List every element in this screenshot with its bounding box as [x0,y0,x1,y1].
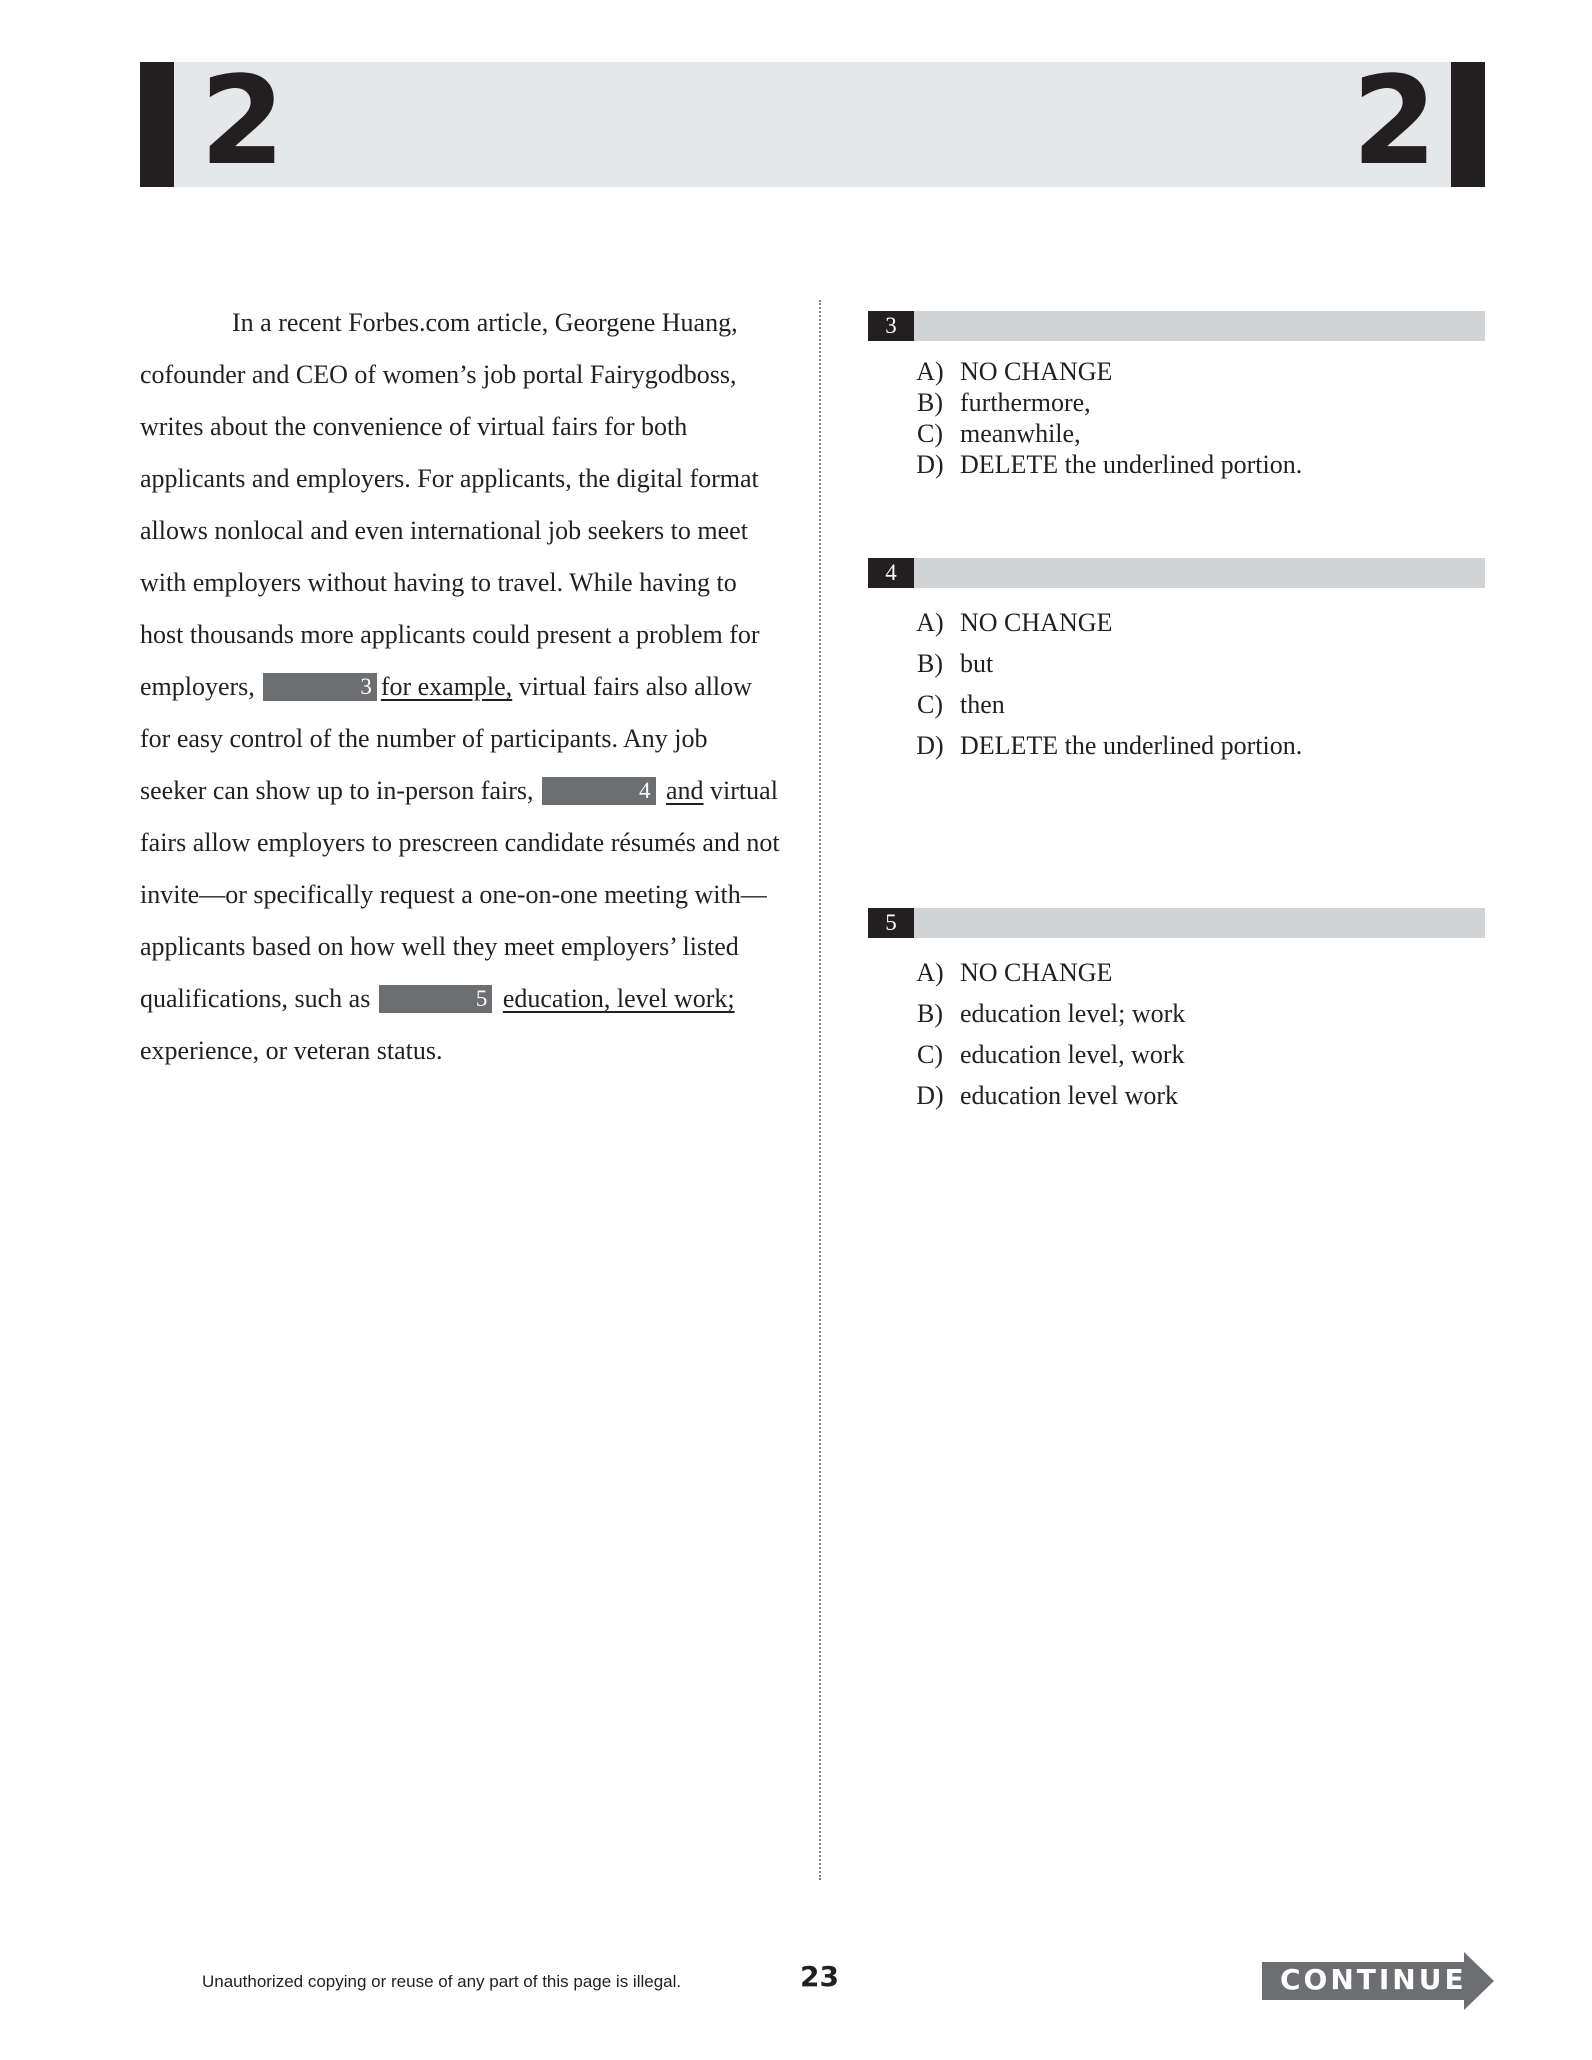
answer-choice[interactable]: C) education level, work [917,1040,1185,1069]
question-5-number: 5 [868,908,914,938]
question-4-number: 4 [868,558,914,588]
answer-choice[interactable]: B) furthermore, [917,388,1091,417]
question-3-choices [900,356,1302,480]
copyright-notice: Unauthorized copying or reuse of any part of this page is illegal. [202,1972,682,1991]
question-3-header-bar [868,311,1485,341]
question-5-header-bar [868,908,1485,938]
answer-choice[interactable]: D) DELETE the underlined portion. [916,450,1303,479]
continue-label: CONTINUE [1280,1963,1467,1996]
answer-choice[interactable]: C) then [917,690,1005,719]
passage-paragraph [140,297,780,1077]
underlined-portion-4: and [666,776,704,805]
question-marker-4[interactable]: 4 [542,777,656,805]
question-4-header-bar [868,558,1485,588]
question-marker-3[interactable]: 3 [263,673,377,701]
underlined-portion-5: education, level work; [502,984,735,1013]
reading-passage [140,297,780,1077]
section-number-right: 2 [1352,50,1437,192]
header-left-bar [140,62,174,187]
page-number: 23 [800,1960,839,1993]
question-5-choices [900,952,1185,1116]
answer-choice[interactable]: D) education level work [916,1081,1179,1110]
question-3-number: 3 [868,311,914,341]
answer-choice[interactable]: A) NO CHANGE [916,958,1113,987]
answer-choice[interactable]: D) DELETE the underlined portion. [916,731,1303,760]
answer-choice[interactable]: A) NO CHANGE [916,357,1113,386]
passage-text: virtual fairs allow employers to prescreen candidate résumés and not invite—or specifically request a one-on-one meeting with—applicants based on how well they meet employers’ listed qualifications, such as [140,776,780,1013]
question-marker-5[interactable]: 5 [379,985,493,1013]
answer-choice[interactable]: A) NO CHANGE [916,608,1113,637]
section-header-band [140,62,1451,187]
continue-button[interactable] [1262,1952,1496,2010]
question-4-choices [900,602,1302,766]
answer-choice[interactable]: C) meanwhile, [917,419,1081,448]
passage-text: In a recent Forbes.com article, Georgene Huang, cofounder and CEO of women’s job portal Fairygodboss, writes about the convenience of virtual fairs for both applicants and employers. For applicants, the digital format allows nonlocal and even international job seekers to meet with employers without having to travel. While having to host thousands more applicants could present a problem for employers, [140,308,760,701]
answer-choice[interactable]: B) education level; work [917,999,1186,1028]
answer-choice[interactable]: B) but [917,649,994,678]
passage-text: virtual fairs also allow for easy control of the number of participants. Any job seeker can show up to in-person fairs, [140,672,752,805]
passage-text: experience, or veteran status. [140,1036,443,1065]
header-right-bar [1451,62,1485,187]
section-number-left: 2 [200,50,285,192]
column-divider [819,300,821,1880]
underlined-portion-3: for example, [380,672,513,701]
